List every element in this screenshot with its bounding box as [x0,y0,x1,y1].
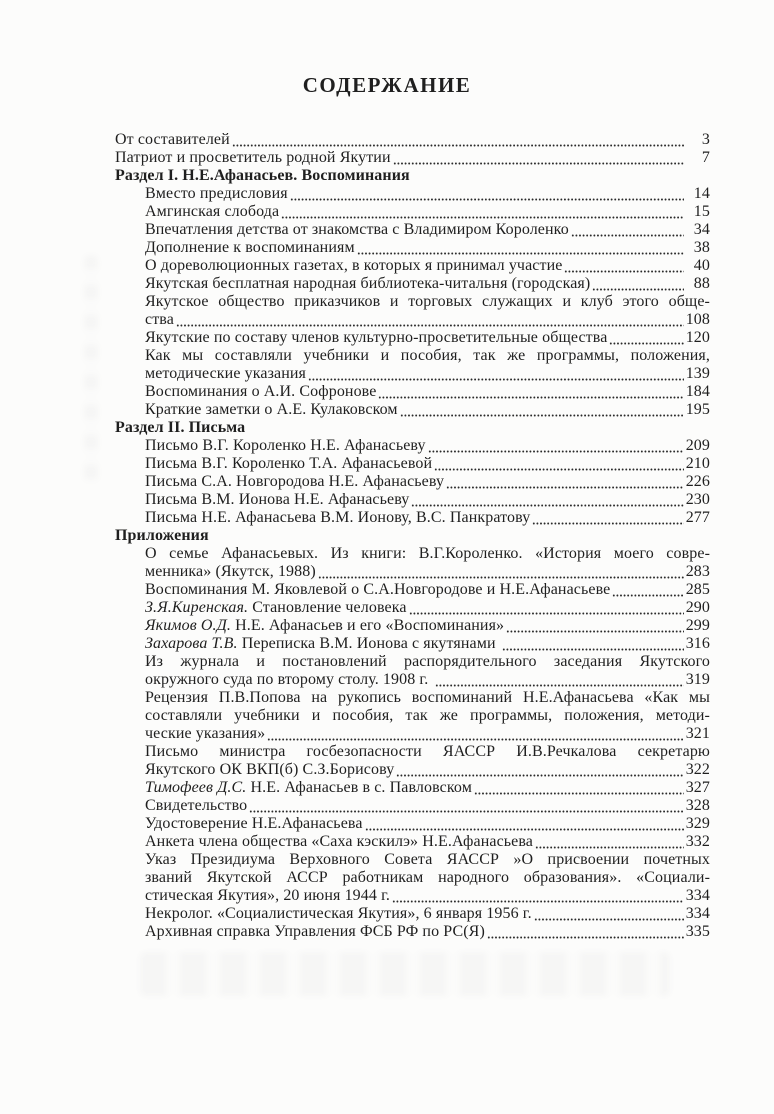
toc-entry [115,473,710,491]
dot-leader [535,833,684,851]
dot-leader [411,491,683,509]
toc-line-text: Письма В.М. Ионова Н.Е. Афанасьеву [145,491,410,508]
page-number: 210 [685,455,710,472]
page-title: СОДЕРЖАНИЕ [302,73,472,98]
toc-line [145,293,710,311]
toc-line [145,491,710,509]
page-number: 299 [685,617,710,634]
toc-line [115,419,710,437]
toc-entry [115,131,710,149]
dot-leader [409,599,684,617]
page-number: 88 [693,275,710,292]
toc-line-text: От составителей [115,131,230,148]
page-number: 14 [693,185,710,202]
toc-line [145,581,710,599]
page-number: 230 [685,491,710,508]
toc-entry [115,275,710,293]
toc-line-text: Амгинская слобода [145,203,280,220]
toc-line [145,275,710,293]
dot-leader [502,635,684,653]
dot-leader [249,797,683,815]
toc-entry [115,833,710,851]
dot-leader [428,437,684,455]
toc-line [145,257,710,275]
toc-entry [115,185,710,203]
toc-line-text: Дополнение к воспоминаниям [145,239,355,256]
page-number: 120 [685,329,710,346]
toc-line-text: Рецензия П.В.Попова на рукопись воспоминаний Н.Е.Афанасьева «Как мы [145,689,710,706]
toc-line [145,743,710,761]
toc-line [145,509,710,527]
toc-line-text: Письмо В.Г. Короленко Н.Е. Афанасьеву [145,437,426,454]
toc-line [115,149,710,167]
dot-leader [564,257,684,275]
dot-leader [378,383,683,401]
page-number: 108 [685,311,710,328]
toc-line [145,869,710,887]
toc-entry [115,401,710,419]
toc-line [145,689,710,707]
toc-entry [115,779,710,797]
toc-line-text: Письмо министра госбезопасности ЯАССР И.В.Речкалова секретарю [145,743,710,760]
page-number: 319 [685,671,710,688]
toc-entry [115,653,710,689]
page-number: 329 [685,815,710,832]
toc-line [145,815,710,833]
toc-entry [115,383,710,401]
dot-leader [609,329,683,347]
toc-line [145,617,710,635]
dot-leader [592,275,684,293]
dot-leader [400,401,684,419]
toc-line [145,923,710,941]
dot-leader [434,455,684,473]
dot-leader [506,617,684,635]
toc-entry [115,257,710,275]
toc-line [145,347,710,365]
toc-line-text: Письма С.А. Новгородова Н.Е. Афанасьеву [145,473,445,490]
toc-line-text: Патриот и просветитель родной Якутии [115,149,391,166]
toc-line [145,887,710,905]
dot-leader [612,581,683,599]
toc-entry [115,491,710,509]
toc-line [145,725,710,743]
toc-entry [115,797,710,815]
toc-entry [115,239,710,257]
toc-entry [115,581,710,599]
toc-line [145,203,710,221]
toc-line-text: Архивная справка Управления ФСБ РФ по РС(Я) [145,923,485,940]
page-number: 15 [693,203,710,220]
toc-line [145,563,710,581]
toc-line-text: Как мы составляли учебники и пособия, так же программы, положения, [145,347,710,364]
toc-line [145,329,710,347]
author-name-italic: З.Я.Киренская. [145,599,249,616]
dot-leader [176,311,684,329]
page-number: 334 [685,905,710,922]
toc-line-text: Указ Президиума Верховного Совета ЯАССР »О присвоении почетных [145,851,710,868]
page-number: 290 [685,599,710,616]
page-number: 3 [701,131,710,148]
toc-line [145,761,710,779]
dot-leader [281,203,684,221]
author-name-italic: Якимов О.Д. [145,617,231,634]
toc-line-text: Свидетельство [145,797,248,814]
page-number: 327 [685,779,710,796]
toc-line-text: З.Я.Киренская. Становление человека [145,599,407,616]
toc-line-text: Письма В.Г. Короленко Т.А. Афанасьевой [145,455,433,472]
toc-entry [115,743,710,779]
toc-entry [115,509,710,527]
toc-line [145,905,710,923]
page-number: 195 [685,401,710,418]
author-name-italic: Тимофеев Д.С. [145,779,247,796]
toc-line [145,599,710,617]
toc-line [145,473,710,491]
toc-entry [115,347,710,383]
toc-line-text: Раздел II. Письма [115,419,246,436]
toc-entry [115,203,710,221]
toc-line [145,635,710,653]
dot-leader [392,887,684,905]
toc-line-text: ческие указания» [145,725,266,742]
toc-line [145,185,710,203]
dot-leader [365,815,684,833]
page-number: 7 [701,149,710,166]
page-number: 184 [685,383,710,400]
toc-line [145,545,710,563]
toc-entry [115,221,710,239]
page-number: 226 [685,473,710,490]
toc-line [115,131,710,149]
toc-line [145,239,710,257]
toc-entry [115,689,710,743]
toc-line-text: О семье Афанасьевых. Из книги: В.Г.Короленко. «История моего совре- [145,545,710,562]
toc-line-text: Захарова Т.В. Переписка В.М. Ионова с якутянами [145,635,500,652]
toc-line-text: Впечатления детства от знакомства с Владимиром Короленко [145,221,569,238]
toc-section-header [115,527,710,545]
toc-line [115,527,710,545]
toc-entry [115,599,710,617]
toc-entry [115,617,710,635]
toc-line [145,851,710,869]
toc-line [145,401,710,419]
toc-line-text: Удостоверение Н.Е.Афанасьева [145,815,363,832]
toc-line-text: Краткие заметки о А.Е. Кулаковском [145,401,398,418]
dot-leader [487,923,684,941]
dot-leader [318,563,684,581]
toc-line [145,311,710,329]
toc-line-text: О дореволюционных газетах, в которых я принимал участие [145,257,563,274]
page-number: 34 [693,221,710,238]
dot-leader [290,185,684,203]
toc-line-text: Вместо предисловия [145,185,288,202]
toc-line [145,365,710,383]
toc-line [145,779,710,797]
toc-line-text: Из журнала и постановлений распорядительного заседания Якутского [145,653,710,670]
toc-entry [115,149,710,167]
toc-line-text: менника» (Якутск, 1988) [145,563,316,580]
toc-line-text: окружного суда по второму столу. 1908 г. [145,671,433,688]
dot-leader [357,239,684,257]
toc-entry [115,293,710,329]
toc-entry [115,455,710,473]
toc-line-text: званий Якутской АССР работникам народного образования». «Социали- [145,869,710,886]
dot-leader [232,131,684,149]
toc-line-text: Якимов О.Д. Н.Е. Афанасьев и его «Воспоминания» [145,617,505,634]
toc-line-text: составляли учебники и пособия, так же программы, положения, методи- [145,707,710,724]
toc-entry [115,329,710,347]
toc-line-text: Некролог. «Социалистическая Якутия», 6 января 1956 г. [145,905,532,922]
toc-section-header [115,419,710,437]
toc-line [145,221,710,239]
toc-line-text: Приложения [115,527,209,544]
page-number: 334 [685,887,710,904]
toc-line [145,707,710,725]
toc-entry [115,905,710,923]
toc-section-header [115,167,710,185]
dot-leader [474,779,684,797]
page-number: 335 [685,923,710,940]
toc-line [145,671,710,689]
dot-leader [396,761,683,779]
toc-line-text: Воспоминания о А.И. Софронове [145,383,377,400]
page-number: 283 [685,563,710,580]
toc-line-text: Письма Н.Е. Афанасьева В.М. Ионову, В.С. Панкратову [145,509,531,526]
toc-line [145,653,710,671]
toc-line [145,833,710,851]
page-number: 316 [685,635,710,652]
scan-edge-artifact [84,255,98,485]
toc-line-text: Анкета члена общества «Саха кэскилэ» Н.Е.Афанасьева [145,833,534,850]
dot-leader [435,671,684,689]
toc-line-text: Якутские по составу членов культурно-просветительные общества [145,329,608,346]
toc-line [115,167,710,185]
dot-leader [571,221,684,239]
author-name-italic: Захарова Т.В. [145,635,238,652]
toc-entry [115,437,710,455]
toc-entry [115,851,710,905]
toc-line [145,437,710,455]
toc-entry [115,635,710,653]
page-number: 332 [685,833,710,850]
toc-line-text: Воспоминания М. Яковлевой о С.А.Новгородове и Н.Е.Афанасьеве [145,581,611,598]
dot-leader [532,509,683,527]
page-number: 277 [685,509,710,526]
page-number: 139 [685,365,710,382]
dot-leader [267,725,683,743]
toc-line [145,455,710,473]
page-number: 38 [693,239,710,256]
table-of-contents [115,131,710,941]
dot-leader [534,905,684,923]
page-number: 285 [685,581,710,598]
toc-line-text: Раздел I. Н.Е.Афанасьев. Воспоминания [115,167,410,184]
dot-leader [446,473,684,491]
page-number: 209 [685,437,710,454]
toc-line-text: ства [145,311,174,328]
toc-line-text: Тимофеев Д.С. Н.Е. Афанасьев в с. Павловском [145,779,472,796]
page-number: 328 [685,797,710,814]
toc-entry [115,545,710,581]
toc-entry [115,815,710,833]
toc-line-text: методические указания [145,365,306,382]
page-number: 322 [685,761,710,778]
toc-line [145,383,710,401]
dot-leader [308,365,684,383]
scan-bleed-artifact [140,952,670,996]
toc-line-text: Якутского ОК ВКП(б) С.З.Борисову [145,761,395,778]
toc-line-text: Якутская бесплатная народная библиотека-читальня (городская) [145,275,591,292]
toc-entry [115,923,710,941]
toc-line-text: Якутское общество приказчиков и торговых служащих и клуб этого обще- [145,293,710,310]
toc-line [145,797,710,815]
page-number: 40 [693,257,710,274]
dot-leader [393,149,684,167]
toc-line-text: стическая Якутия», 20 июня 1944 г. [145,887,391,904]
page-number: 321 [685,725,710,742]
